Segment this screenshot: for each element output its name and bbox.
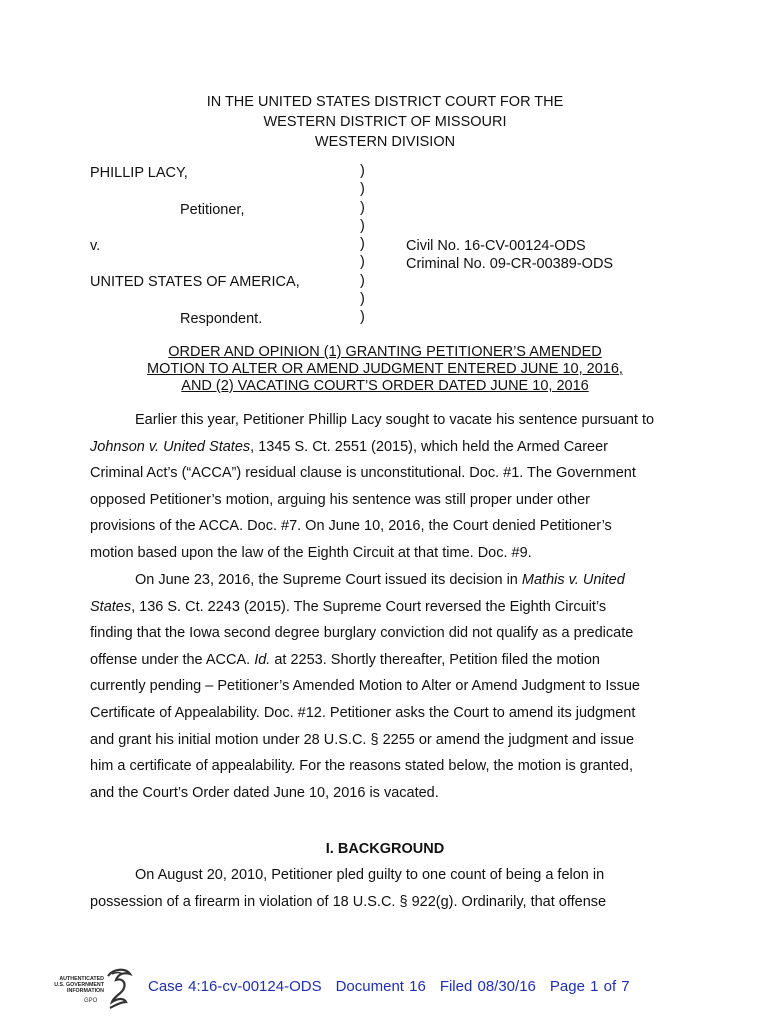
para2-line <box>90 567 690 594</box>
petitioner-name: PHILLIP LACY, <box>90 165 188 181</box>
para1-line: Earlier this year, Petitioner Phillip Lacy sought to vacate his sentence pursuant to <box>135 412 655 428</box>
section-heading-background: I. BACKGROUND <box>325 841 445 857</box>
paren: ) <box>360 272 365 289</box>
paragraph-2 <box>90 567 690 806</box>
gpo-logo-text <box>44 976 104 994</box>
paren: ) <box>360 236 365 253</box>
court-line-3: WESTERN DIVISION <box>314 134 456 150</box>
background-paragraph <box>90 862 690 915</box>
background-line: On August 20, 2010, Petitioner pled guilty to one count of being a felon in <box>135 867 605 883</box>
caption-parentheses <box>360 162 365 327</box>
case-citation: States <box>90 598 132 615</box>
para2-line: and the Court’s Order dated June 10, 2016 is vacated. <box>90 784 439 801</box>
title-line-1: ORDER AND OPINION (1) GRANTING PETITIONER’S AMENDED <box>168 344 602 360</box>
case-citation: Johnson v. United States <box>90 438 251 455</box>
title-line-2: MOTION TO ALTER OR AMEND JUDGMENT ENTERED JUNE 10, 2016, <box>147 361 623 377</box>
footer-page: Page 1 of 7 <box>549 978 630 995</box>
para2-text: On June 23, 2016, the Supreme Court issued its decision in <box>135 572 522 588</box>
para1-line <box>90 434 690 461</box>
para2-text: , 136 S. Ct. 2243 (2015). The Supreme Court reversed the Eighth Circuit’s <box>131 598 607 615</box>
id-citation: Id. <box>254 651 271 668</box>
para2-text: offense under the ACCA. <box>90 651 255 668</box>
para1-line: motion based upon the law of the Eighth Circuit at that time. Doc. #9. <box>90 544 532 561</box>
para2-line: currently pending – Petitioner’s Amended Motion to Alter or Amend Judgment to Issue <box>90 678 640 695</box>
para2-line: and grant his initial motion under 28 U.S.C. § 2255 or amend the judgment and issue <box>90 731 635 748</box>
criminal-number: Criminal No. 09-CR-00389-ODS <box>406 256 614 272</box>
order-title <box>0 344 770 395</box>
title-line-3: AND (2) VACATING COURT’S ORDER DATED JUNE 10, 2016 <box>181 378 589 394</box>
background-line: possession of a firearm in violation of 18 U.S.C. § 922(g). Ordinarily, that offense <box>90 893 607 910</box>
para2-line: finding that the Iowa second degree burglary conviction did not qualify as a predicate <box>90 625 634 642</box>
paren: ) <box>360 254 365 271</box>
para2-line <box>90 647 690 674</box>
eagle-icon <box>104 966 134 1010</box>
court-line-1: IN THE UNITED STATES DISTRICT COURT FOR THE <box>206 94 564 110</box>
document-footer <box>148 978 644 995</box>
footer-filed: Filed 08/30/16 <box>439 978 536 995</box>
respondent-role: Respondent. <box>180 311 263 327</box>
paren: ) <box>360 163 365 179</box>
gpo-logo-line: U.S. GOVERNMENT <box>54 982 104 988</box>
petitioner-role: Petitioner, <box>180 202 245 218</box>
para1-text: , 1345 S. Ct. 2551 (2015), which held the Armed Career <box>250 438 609 455</box>
gpo-logo-line: AUTHENTICATED <box>59 976 104 982</box>
respondent-name: UNITED STATES OF AMERICA, <box>90 274 300 290</box>
paren: ) <box>360 309 365 326</box>
para2-line: him a certificate of appealability. For the reasons stated below, the motion is granted, <box>90 758 633 775</box>
versus: v. <box>90 238 101 254</box>
court-header <box>0 92 770 152</box>
court-line-2: WESTERN DISTRICT OF MISSOURI <box>263 114 507 130</box>
gpo-authentication-logo <box>44 966 134 1010</box>
paragraph-1 <box>90 407 690 567</box>
case-citation: Mathis v. United <box>521 572 625 588</box>
paren: ) <box>360 181 365 198</box>
paren: ) <box>360 199 365 216</box>
para2-text: at 2253. Shortly thereafter, Petition filed the motion <box>270 651 600 668</box>
gpo-mark: GPO <box>84 998 98 1004</box>
paren: ) <box>360 217 365 234</box>
para2-line <box>90 594 690 621</box>
gpo-logo-line: INFORMATION <box>67 988 104 994</box>
paren: ) <box>360 291 365 308</box>
footer-document: Document 16 <box>335 978 426 995</box>
para1-line: opposed Petitioner’s motion, arguing his sentence was still proper under other <box>90 491 591 508</box>
para2-line: Certificate of Appealability. Doc. #12. Petitioner asks the Court to amend its judgment <box>90 704 636 721</box>
para1-line: provisions of the ACCA. Doc. #7. On June 10, 2016, the Court denied Petitioner’s <box>90 518 612 535</box>
para1-line: Criminal Act’s (“ACCA”) residual clause is unconstitutional. Doc. #1. The Government <box>90 465 636 482</box>
civil-number: Civil No. 16-CV-00124-ODS <box>406 238 586 254</box>
footer-case: Case 4:16-cv-00124-ODS <box>148 978 322 995</box>
